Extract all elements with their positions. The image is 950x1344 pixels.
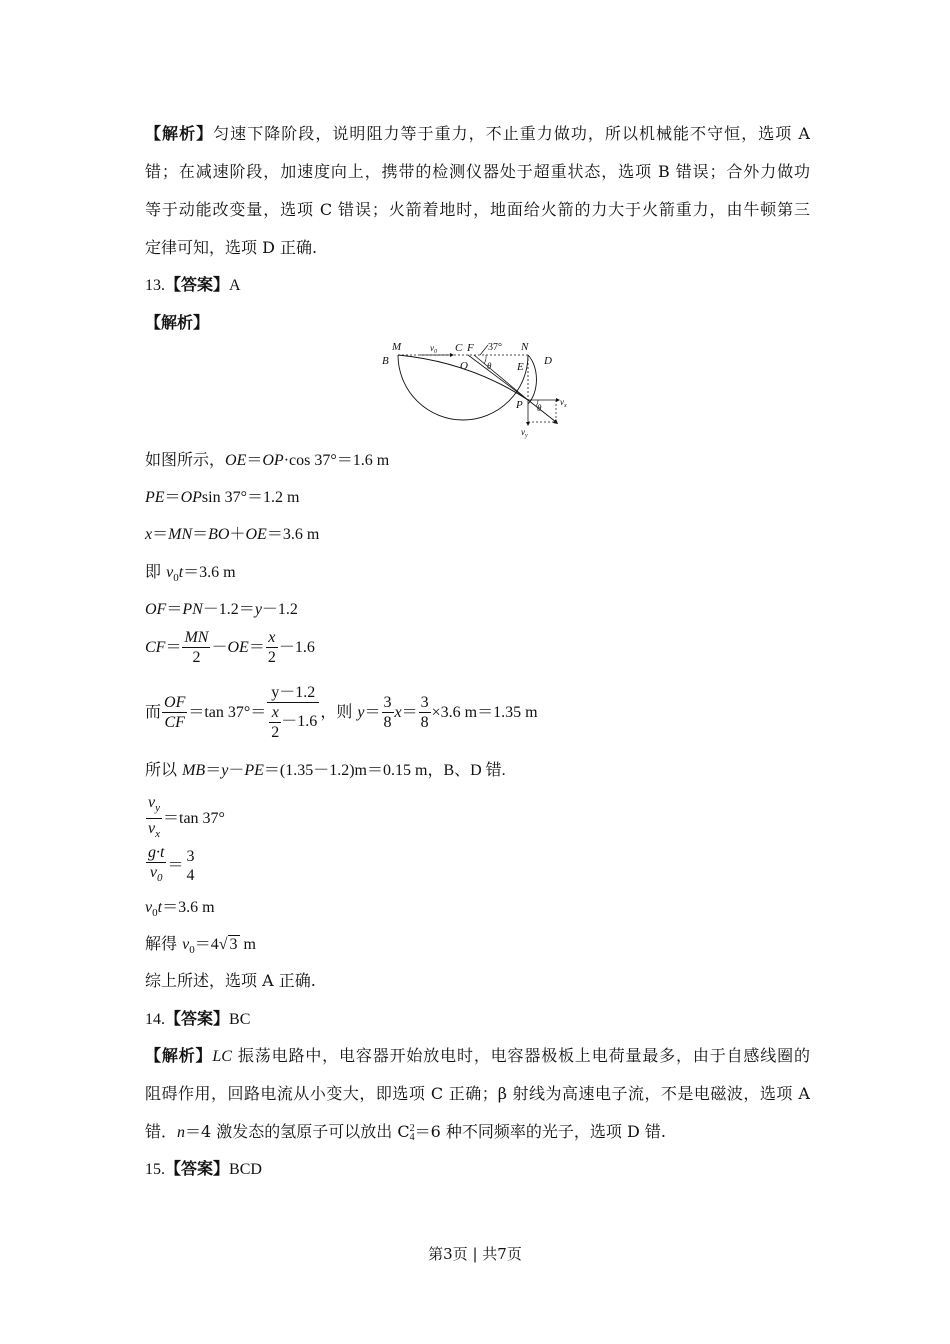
equation-OF: OF＝PN－1.2＝y－1.2 xyxy=(145,599,298,618)
label-vx: $v_x$ xyxy=(560,397,567,409)
analysis-12-line-3: 等于动能改变量，选项 C 错误；火箭着地时，地面给火箭的力大于火箭重力，由牛顿第三 xyxy=(145,200,810,219)
fraction-MN-over-2: $\frac{MN}{2}$ xyxy=(184,629,209,666)
label-v0: $v_0$ xyxy=(430,343,437,355)
equation-OE: 如图所示，OE＝OP·cos 37°＝1.6 m xyxy=(145,450,390,469)
v0-arrowhead xyxy=(450,353,454,357)
analysis-12-line-2: 错；在减速阶段，加速度向上，携带的检测仪器处于超重状态，选项 B 错误；合外力做功 xyxy=(145,162,810,181)
v-resultant-arrow xyxy=(528,400,556,422)
equation-CF: CF＝ $\frac{MN}{2}$ －OE＝ $\frac{x}{2}$ －1.6 xyxy=(145,629,315,666)
fraction-3-over-8-a: $\frac{3}{8}$ xyxy=(383,694,392,731)
equation-v0t-2: $v_0t=3.6$ m xyxy=(145,899,215,920)
conclusion-13: 综上所述，选项 A 正确. xyxy=(145,971,316,990)
fraction-x-over-2: $\frac{x}{2}$ xyxy=(267,629,276,666)
equation-v0t: 即 $v_0t=3.6$ m xyxy=(145,562,236,585)
label-E: E xyxy=(517,361,524,373)
right-arc xyxy=(528,355,536,404)
analysis-12-line-4: 定律可知，选项 D 正确. xyxy=(145,238,318,257)
analysis-tag: 【解析】 xyxy=(145,124,214,143)
equation-vy-over-vx: $\frac{v_y}{v_x}$ ＝tan 37° xyxy=(145,793,810,844)
fraction-3-over-8-b: $\frac{3}{8}$ xyxy=(420,694,429,731)
label-O: O xyxy=(460,360,468,372)
analysis-12-line-1: 【解析】匀速下降阶段，说明阻力等于重力，不止重力做功，所以机械能不守恒，选项 A xyxy=(145,124,810,143)
theta-arc-top xyxy=(484,355,486,364)
fraction-vy-over-vx: $\frac{v_y}{v_x}$ xyxy=(148,794,160,841)
equation-PE: PE＝OPsin 37°＝1.2 m xyxy=(145,487,300,506)
analysis-14-line-3: 错．n＝4 激发态的氢原子可以放出 C 2 4 ＝6 种不同频率的光子，选项 D 错. xyxy=(145,1122,666,1143)
sqrt-3: 3 xyxy=(229,936,238,953)
label-angle: 37° xyxy=(488,342,502,353)
analysis-13-heading: 【解析】 xyxy=(145,313,210,332)
label-B: B xyxy=(382,355,389,367)
answer-14: 14.【答案】BC xyxy=(145,1009,251,1028)
label-P: P xyxy=(516,399,523,411)
label-M: M xyxy=(392,341,402,353)
label-vy: $v_y$ xyxy=(521,427,528,439)
analysis-14-line-2: 阻碍作用，回路电流从小变大，即选项 C 正确；β 射线为高速电子流，不是电磁波，选项 A xyxy=(145,1084,810,1103)
fraction-gt-over-v0: $\frac{g\cdot t}{v_0}$ xyxy=(148,844,165,885)
label-F: F xyxy=(467,342,474,354)
vy-arrowhead xyxy=(526,422,530,426)
equation-gt-over-v0: $\frac{g\cdot t}{v_0}$ ＝ 3 4 xyxy=(145,843,810,888)
answer-15: 15.【答案】BCD xyxy=(145,1159,262,1178)
label-C: C xyxy=(455,342,463,354)
label-theta-top: θ xyxy=(487,361,492,371)
label-theta-p: θ xyxy=(537,403,542,413)
equation-solve-v0: 解得 $v_0=4√$ 3 m xyxy=(145,934,256,957)
label-N: N xyxy=(521,341,529,353)
projectile-semicircle-figure xyxy=(380,338,580,443)
equation-MB: 所以 MB＝y－PE＝(1.35－1.2)m＝0.15 m，B、D 错. xyxy=(145,760,506,779)
equation-tan37: 而 $\frac{OF}{CF}$ ＝tan 37°＝ y－1.2 $\frac{x}{2}$ －1.6 ，则 y＝ $\frac{3}{8}$ x＝ $\frac{3}{8}$ ×3.6 m＝1.35 m xyxy=(145,684,538,741)
equation-x: x＝MN＝BO＋OE＝3.6 m xyxy=(145,524,320,543)
analysis-14-line-1: 【解析】LC 振荡电路中，电容器开始放电时，电容器极板上电荷量最多，由于自感线圈的 xyxy=(145,1046,810,1065)
fraction-3-over-4: 3 4 xyxy=(186,847,195,884)
angle-mark xyxy=(480,345,488,355)
page-footer: 第3页 | 共7页 xyxy=(428,1245,522,1263)
label-D: D xyxy=(544,355,552,367)
answer-13: 13.【答案】A xyxy=(145,275,241,294)
fraction-OF-over-CF: $\frac{OF}{CF}$ xyxy=(164,694,186,731)
fraction-y-over-x: y－1.2 $\frac{x}{2}$ －1.6 xyxy=(267,683,319,742)
